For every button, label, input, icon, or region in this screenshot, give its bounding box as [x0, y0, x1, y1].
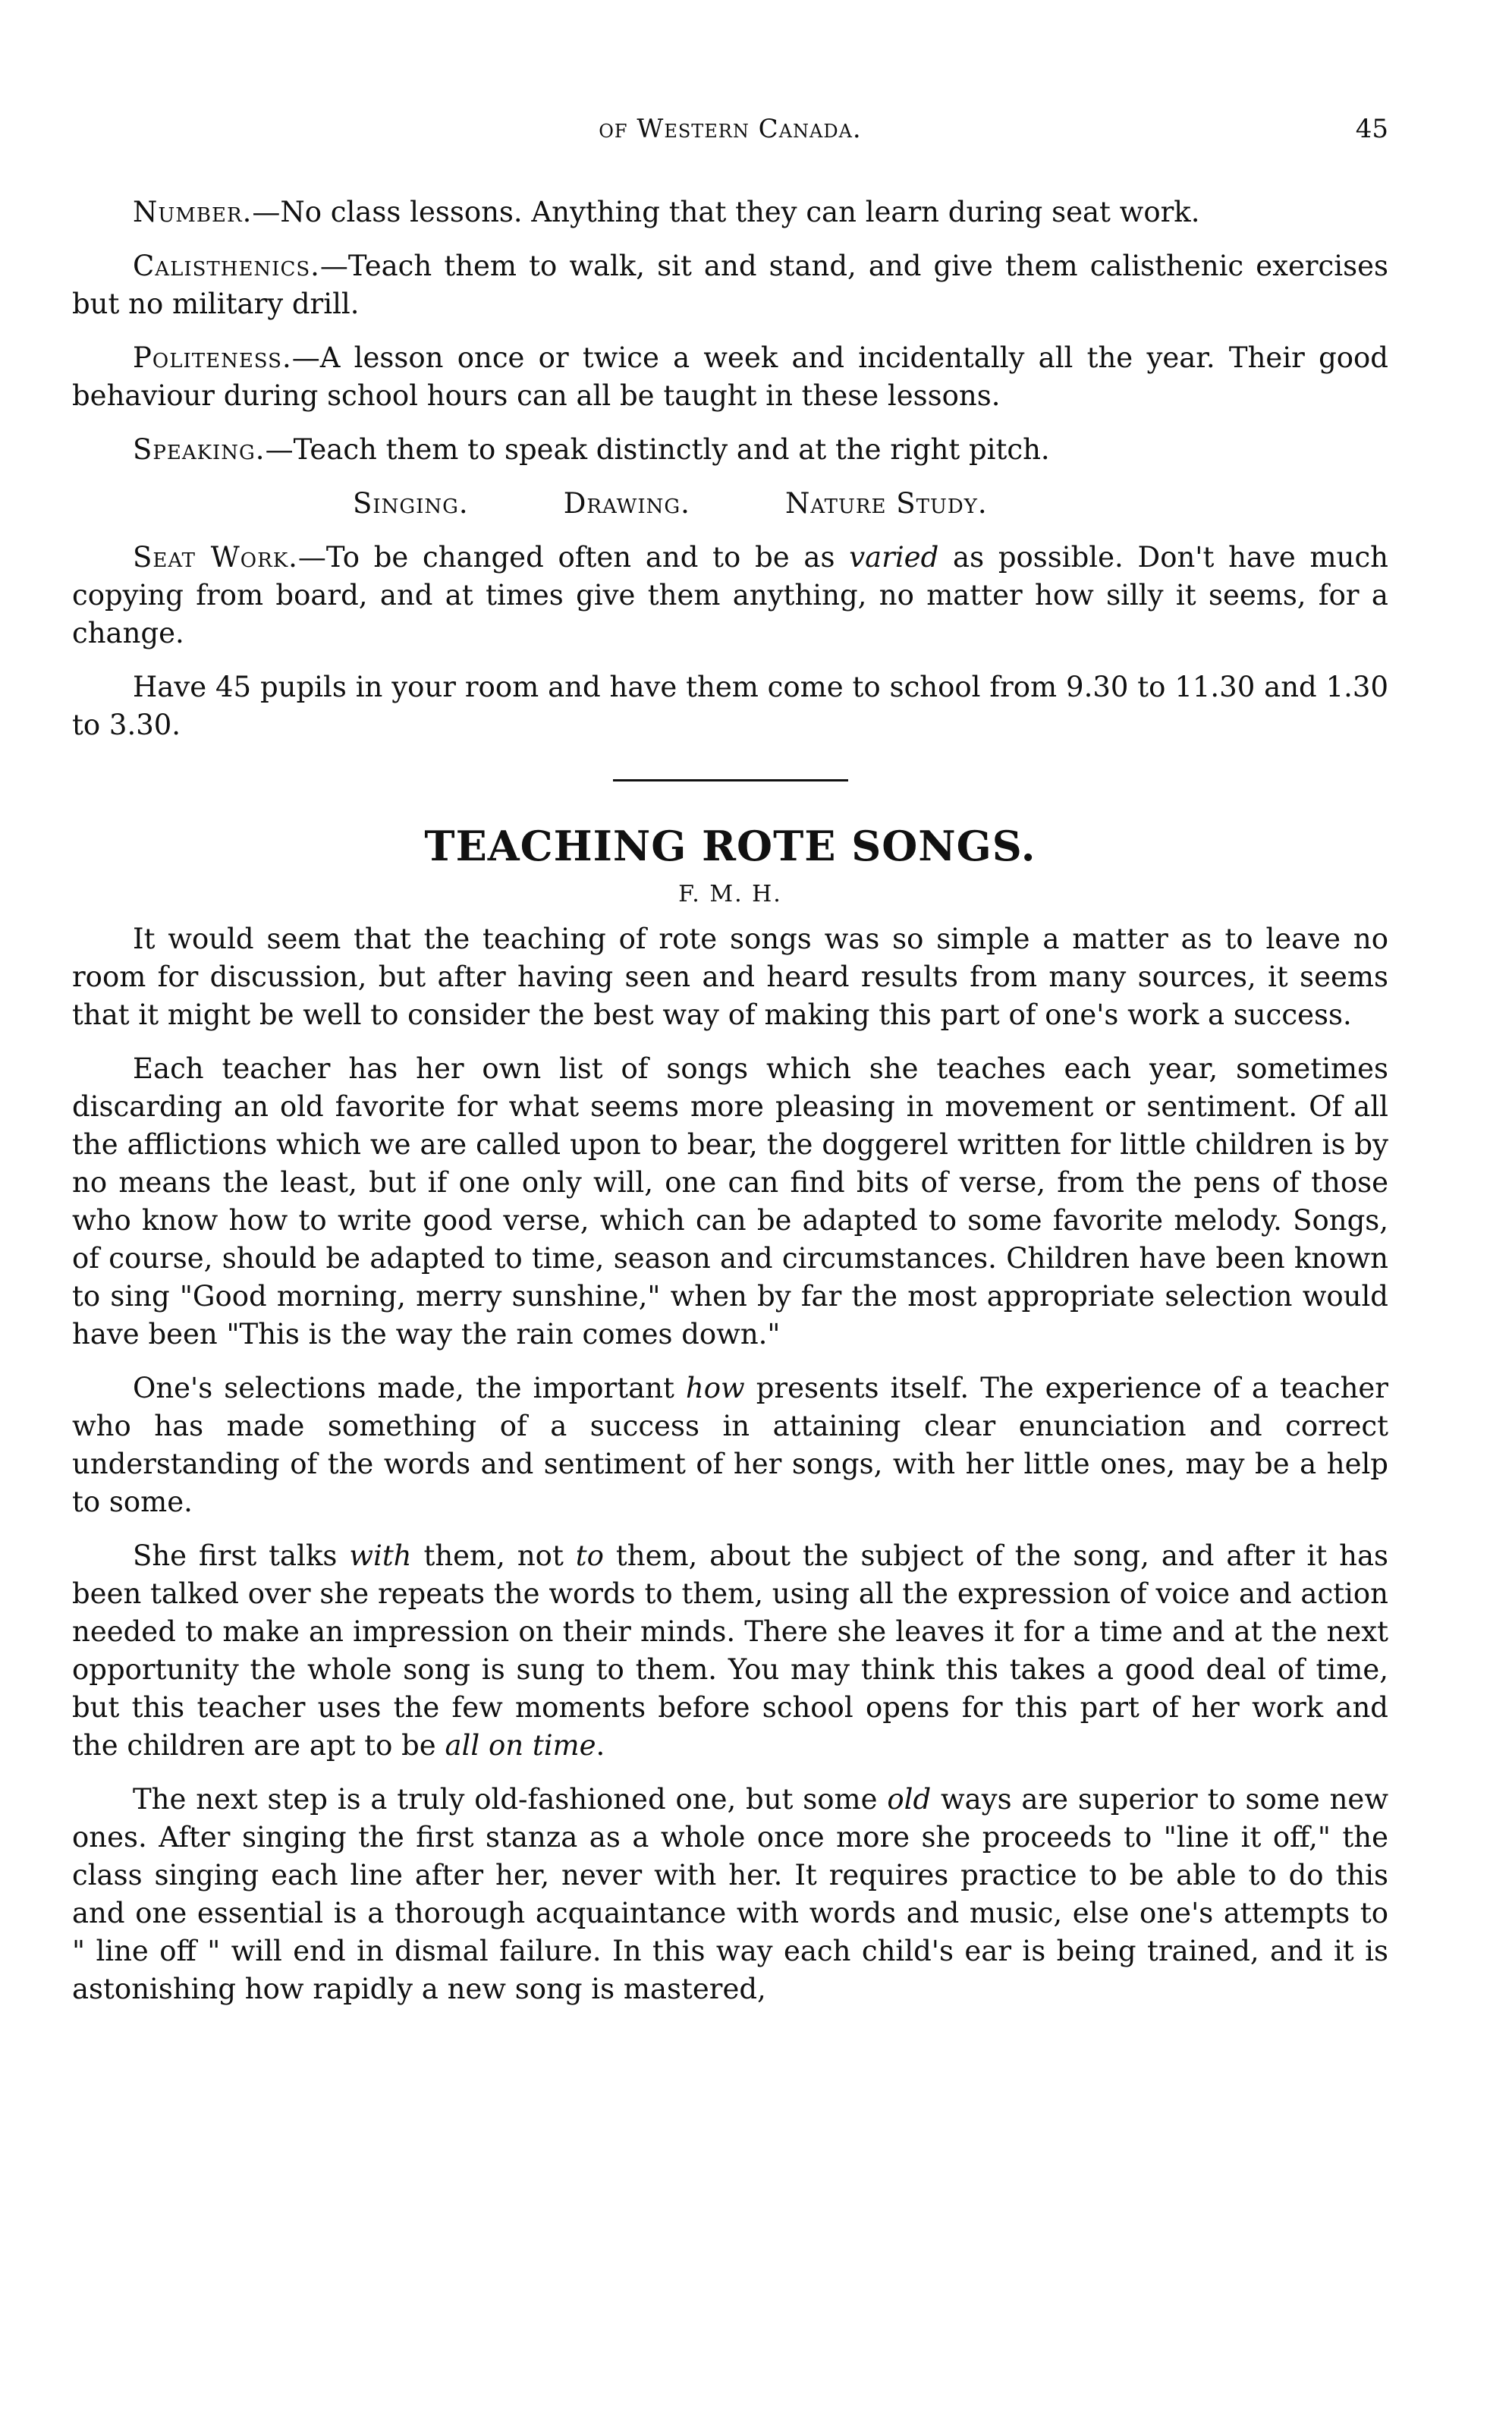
seat-work-text-after: as possible. Don't have much copying from board, and at times give them anything, no matter how silly it seems, for a change. — [72, 541, 1389, 649]
p3-text-a: One's selections made, the important — [133, 1372, 686, 1404]
article-author: F. M. H. — [678, 881, 782, 907]
article-paragraph-1: It would seem that the teaching of rote songs was so simple a matter as to leave no room for discussion, but after having seen and heard results from many sources, it seems that it might be well to consider the best way of making this part of one's work a success. — [72, 923, 1388, 1031]
number-rubric: Number. — [133, 196, 253, 228]
p5-text-b: ways are superior to some new ones. After singing the first stanza as a whole once more she proceeds to "line it off," the class singing each line after her, never with her. It requires practice to be able to do this and one essential is a thorough acquaintance with words and music, else one's attempts to " line off " will end in dismal failure. In this way each child's ear is being trained, and it is astonishing how rapidly a new song is mastered, — [72, 1783, 1388, 2005]
p4-emphasis-with: with — [349, 1539, 412, 1572]
seat-work-text-before: —To be changed often and to be as — [297, 541, 850, 574]
p4-emphasis-on-time: all on time — [445, 1729, 596, 1762]
politeness-paragraph — [72, 339, 1388, 415]
article-paragraph-4 — [72, 1537, 1388, 1765]
speaking-text: —Teach them to speak distinctly and at the right pitch. — [265, 433, 1050, 466]
subject-nature-study: Nature Study. — [784, 487, 988, 520]
subject-headings — [72, 485, 1388, 523]
p4-text-c: them, about the subject of the song, and after it has been talked over she repeats the words to them, using all the expression of voice and action needed to make an impression on their minds. There she leaves it for a time and at the next opportunity the whole song is sung to them. You may think this takes a good deal of time, but this teacher uses the few moments before school opens for this part of her work and the children are apt to be — [72, 1539, 1389, 1762]
p3-emphasis: how — [685, 1372, 745, 1404]
p4-emphasis-to: to — [575, 1539, 604, 1572]
subject-singing: Singing. — [353, 487, 469, 520]
article-title: TEACHING ROTE SONGS. — [424, 822, 1036, 870]
p4-text-d: . — [596, 1729, 605, 1762]
article-paragraph-5 — [72, 1781, 1388, 2008]
calisthenics-rubric: Calisthenics. — [133, 250, 320, 282]
section-divider — [613, 779, 848, 781]
article-paragraph-3 — [72, 1369, 1388, 1521]
subject-drawing: Drawing. — [563, 487, 690, 520]
p4-text-b: them, not — [411, 1539, 576, 1572]
politeness-rubric: Politeness. — [133, 341, 292, 374]
speaking-rubric: Speaking. — [133, 433, 266, 466]
p5-emphasis: old — [887, 1783, 932, 1816]
seat-work-rubric: Seat Work. — [133, 541, 298, 574]
p4-text-a: She first talks — [133, 1539, 350, 1572]
page-number: 45 — [1355, 114, 1388, 144]
page-body — [72, 193, 1388, 2024]
pupils-note: Have 45 pupils in your room and have them come to school from 9.30 to 11.30 and 1.30 to 3.30. — [72, 671, 1388, 741]
page-header — [72, 114, 1388, 159]
speaking-paragraph — [72, 431, 1388, 469]
p5-text-a: The next step is a truly old-fashioned one, but some — [133, 1783, 888, 1816]
calisthenics-text: —Teach them to walk, sit and stand, and give them calisthenic exercises but no military drill. — [72, 250, 1388, 320]
seat-work-emphasis: varied — [849, 541, 939, 574]
p3-text-b: presents itself. The experience of a teacher who has made something of a success in attaining clear enunciation and correct understanding of the words and sentiment of her songs, with her little ones, may be a help to some. — [72, 1372, 1388, 1518]
number-paragraph — [72, 193, 1388, 231]
politeness-text: —A lesson once or twice a week and incidentally all the year. Their good behaviour during school hours can all be taught in these lessons. — [72, 341, 1388, 412]
number-text: —No class lessons. Anything that they can learn during seat work. — [252, 196, 1200, 228]
running-title: of Western Canada. — [599, 114, 862, 144]
article-paragraph-2: Each teacher has her own list of songs which she teaches each year, sometimes discarding an old favorite for what seems more pleasing in movement or sentiment. Of all the afflictions which we are called upon to bear, the doggerel written for little children is by no means the least, but if one only will, one can find bits of verse, from the pens of those who know how to write good verse, which can be adapted to some favorite melody. Songs, of course, should be adapted to time, season and circumstances. Children have been known to sing "Good morning, merry sunshine," when by far the most appropriate selection would have been "This is the way the rain comes down." — [72, 1052, 1388, 1351]
seat-work-paragraph — [72, 539, 1388, 652]
calisthenics-paragraph — [72, 247, 1388, 323]
